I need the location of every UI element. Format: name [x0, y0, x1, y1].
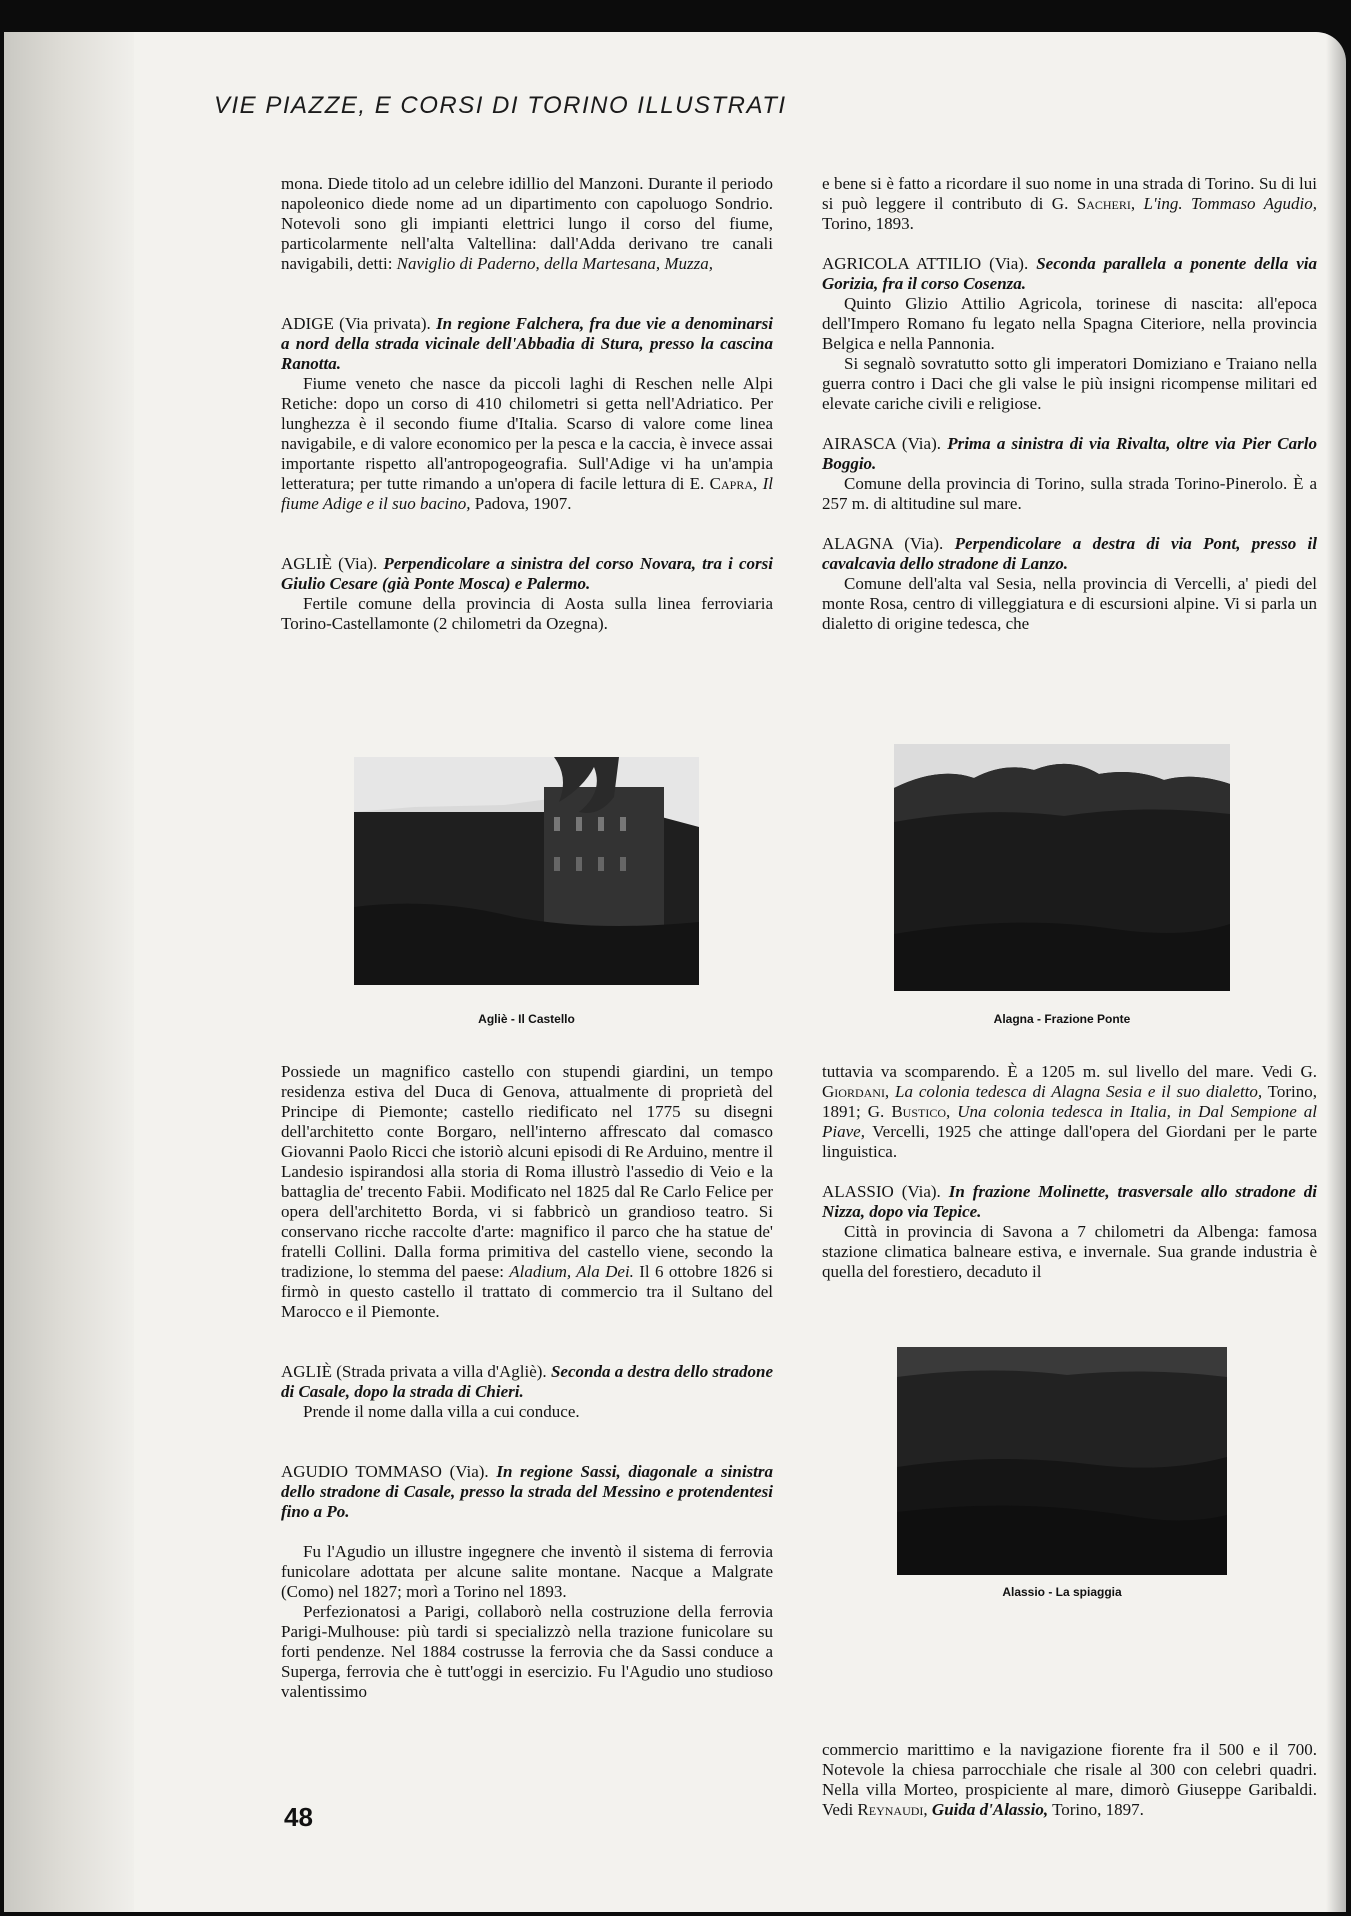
entry-agricola-heading: AGRICOLA ATTILIO (Via). Seconda parallela a ponente della via Gorizia, fra il corso Cosenza.	[822, 254, 1317, 293]
entry-alassio-text: Città in provincia di Savona a 7 chilometri da Albenga: famosa stazione climatica balneare estiva, e invernale. Sua grande industria è quella del forestiero, decaduto il	[822, 1222, 1317, 1281]
photo-aglie-castello	[354, 757, 699, 985]
alassio-photo-art	[897, 1347, 1227, 1575]
caption-aglie-castello: Agliè - Il Castello	[478, 1012, 575, 1026]
book-page	[4, 32, 1346, 1912]
entry-agudio-text-2: Perfezionatosi a Parigi, collaborò nella costruzione della ferrovia Parigi-Mulhouse: più tardi si specializzò nella trazione funicolare su forti pendenze. Nel 1884 costrusse la ferrovia che da Sassi conduce a Superga, ferrovia che è tutt'oggi in esercizio. Fu l'Agudio uno studioso valentissimo	[281, 1602, 773, 1701]
ponte-photo-art	[894, 744, 1230, 991]
entry-alagna-heading: ALAGNA (Via). Perpendicolare a destra di via Pont, presso il cavalcavia dello stradone di Lanzo.	[822, 534, 1318, 573]
entry-aglie-heading: AGLIÈ (Via). Perpendicolare a sinistra del corso Novara, tra i corsi Giulio Cesare (già Ponte Mosca) e Palermo.	[281, 554, 774, 593]
entry-agricola-text: Quinto Glizio Attilio Agricola, torinese di nascita: all'epoca dell'Impero Romano fu legato nella Spagna Citeriore, nella provincia Belgica e nella Pannonia.	[822, 294, 1317, 353]
left-column-top	[281, 174, 773, 634]
entry-alassio-heading: ALASSIO (Via). In frazione Molinette, trasversale allo stradone di Nizza, dopo via Tepice.	[822, 1182, 1317, 1221]
entry-agudio-heading: AGUDIO TOMMASO (Via). In regione Sassi, diagonale a sinistra dello stradone di Casale, presso la strada del Messino e protendentesi fino a Po.	[281, 1462, 774, 1521]
entry-adige-text: Fiume veneto che nasce da piccoli laghi di Reschen nelle Alpi Retiche: dopo un corso di 410 chilometri si getta nell'Adriatico. Per lunghezza è il secondo fiume d'Italia. Scarso di valore come linea navigabile, e di valore economico per la pesca e la caccia, è invece assai importante rispetto all'antropogeografia. Sull'Adige vi ha un'ampia letteratura; per tutte rimando a un'opera di facile lettura di E. Capra, Il fiume Adige e il suo bacino, Padova, 1907.	[281, 374, 774, 513]
castello-description: Possiede un magnifico castello con stupendi giardini, un tempo residenza estiva del Duca di Genova, attualmente di proprietà del Principe di Piemonte; castello riedificato nel 1775 su disegni dell'architetto conte Borgaro, nell'interno affrescato dal comasco Giovanni Paolo Ricci che istoriò alcuni episodi di Re Arduino, mentre il Landesio ispirandosi alla storia di Roma illustrò l'assedio di Veio e la battaglia de' trecento Fabii. Modificato nel 1825 dal Re Carlo Felice per opera dell'architetto Borda, vi si fabbricò un grandioso teatro. Si conservano ricche raccolte d'arte: magnifico il parco che ha statue de' fratelli Collini. Dalla forma primitiva del castello viene, secondo la tradizione, lo stemma del paese: Aladium, Ala Dei. Il 6 ottobre 1826 si firmò in questo castello il trattato di commercio tra il Sultano del Marocco e il Piemonte.	[281, 1062, 774, 1321]
adda-paragraph: mona. Diede titolo ad un celebre idillio del Manzoni. Durante il periodo napoleonico diede nome ad un dipartimento con capoluogo Sondrio. Notevoli sono gli impianti elettrici lungo il corso del fiume, particolarmente nell'alta Valtellina: dall'Adda derivano tre canali navigabili, detti: Naviglio di Paderno, della Martesana, Muzza,	[281, 174, 773, 273]
agudio-continuation: e bene si è fatto a ricordare il suo nome in una strada di Torino. Su di lui si può leggere il contributo di G. Sacheri, L'ing. Tommaso Agudio, Torino, 1893.	[822, 174, 1318, 233]
caption-alagna-ponte: Alagna - Frazione Ponte	[993, 1012, 1131, 1026]
running-title: VIE PIAZZE, E CORSI DI TORINO ILLUSTRATI	[214, 92, 787, 119]
right-column-top	[822, 174, 1317, 634]
alagna-continuation: tuttavia va scomparendo. È a 1205 m. sul livello del mare. Vedi G. Giordani, La colonia tedesca di Alagna Sesia e il suo dialetto, Torino, 1891; G. Bustico, Una colonia tedesca in Italia, in Dal Sempione al Piave, Vercelli, 1925 che attinge dall'opera del Giordani per le parte linguistica.	[822, 1062, 1318, 1161]
right-column-bottom	[822, 1062, 1317, 1282]
entry-aglie-text: Fertile comune della provincia di Aosta sulla linea ferroviaria Torino-Castellamonte (2 chilometri da Ozegna).	[281, 594, 773, 633]
caption-alassio-spiaggia: Alassio - La spiaggia	[1002, 1585, 1122, 1599]
alassio-continuation: commercio marittimo e la navigazione fiorente fra il 500 e il 700. Notevole la chiesa parrocchiale che risale al 300 con celebri quadri. Nella villa Morteo, prospiciente al mare, dimorò Giuseppe Garibaldi. Vedi Reynaudi, Guida d'Alassio, Torino, 1897.	[822, 1740, 1317, 1819]
photo-alassio-spiaggia	[897, 1347, 1227, 1575]
page-number: 48	[284, 1802, 313, 1832]
entry-airasca-text: Comune della provincia di Torino, sulla strada Torino-Pinerolo. È a 257 m. di altitudine sul mare.	[822, 474, 1317, 513]
page-binding-shadow	[4, 32, 134, 1912]
entry-agricola-text-2: Si segnalò sovratutto sotto gli imperatori Domiziano e Traiano nella guerra contro i Daci che gli valse le più insigni ricompense militari ed elevate cariche civili e religiose.	[822, 354, 1317, 413]
right-column-end	[822, 1740, 1317, 1820]
entry-aglie-strada-text: Prende il nome dalla villa a cui conduce.	[303, 1402, 580, 1421]
entry-adige-heading: ADIGE (Via privata). In regione Falchera, fra due vie a denominarsi a nord della strada vicinale dell'Abbadia di Stura, presso la cascina Ranotta.	[281, 314, 774, 373]
entry-airasca-heading: AIRASCA (Via). Prima a sinistra di via Rivalta, oltre via Pier Carlo Boggio.	[822, 434, 1317, 473]
left-column-bottom	[281, 1062, 773, 1702]
entry-aglie-strada-heading: AGLIÈ (Strada privata a villa d'Agliè). Seconda a destra dello stradone di Casale, dopo la strada di Chieri.	[281, 1362, 774, 1401]
entry-agudio-text: Fu l'Agudio un illustre ingegnere che inventò il sistema di ferrovia funicolare adottata per alcune salite montane. Nacque a Malgrate (Como) nel 1827; morì a Torino nel 1893.	[281, 1542, 773, 1601]
entry-alagna-text: Comune dell'alta val Sesia, nella provincia di Vercelli, a' piedi del monte Rosa, centro di villeggiatura e di escursioni alpine. Vi si parla un dialetto di origine tedesca, che	[822, 574, 1317, 633]
photo-alagna-ponte	[894, 744, 1230, 991]
castello-photo-art	[354, 757, 699, 985]
